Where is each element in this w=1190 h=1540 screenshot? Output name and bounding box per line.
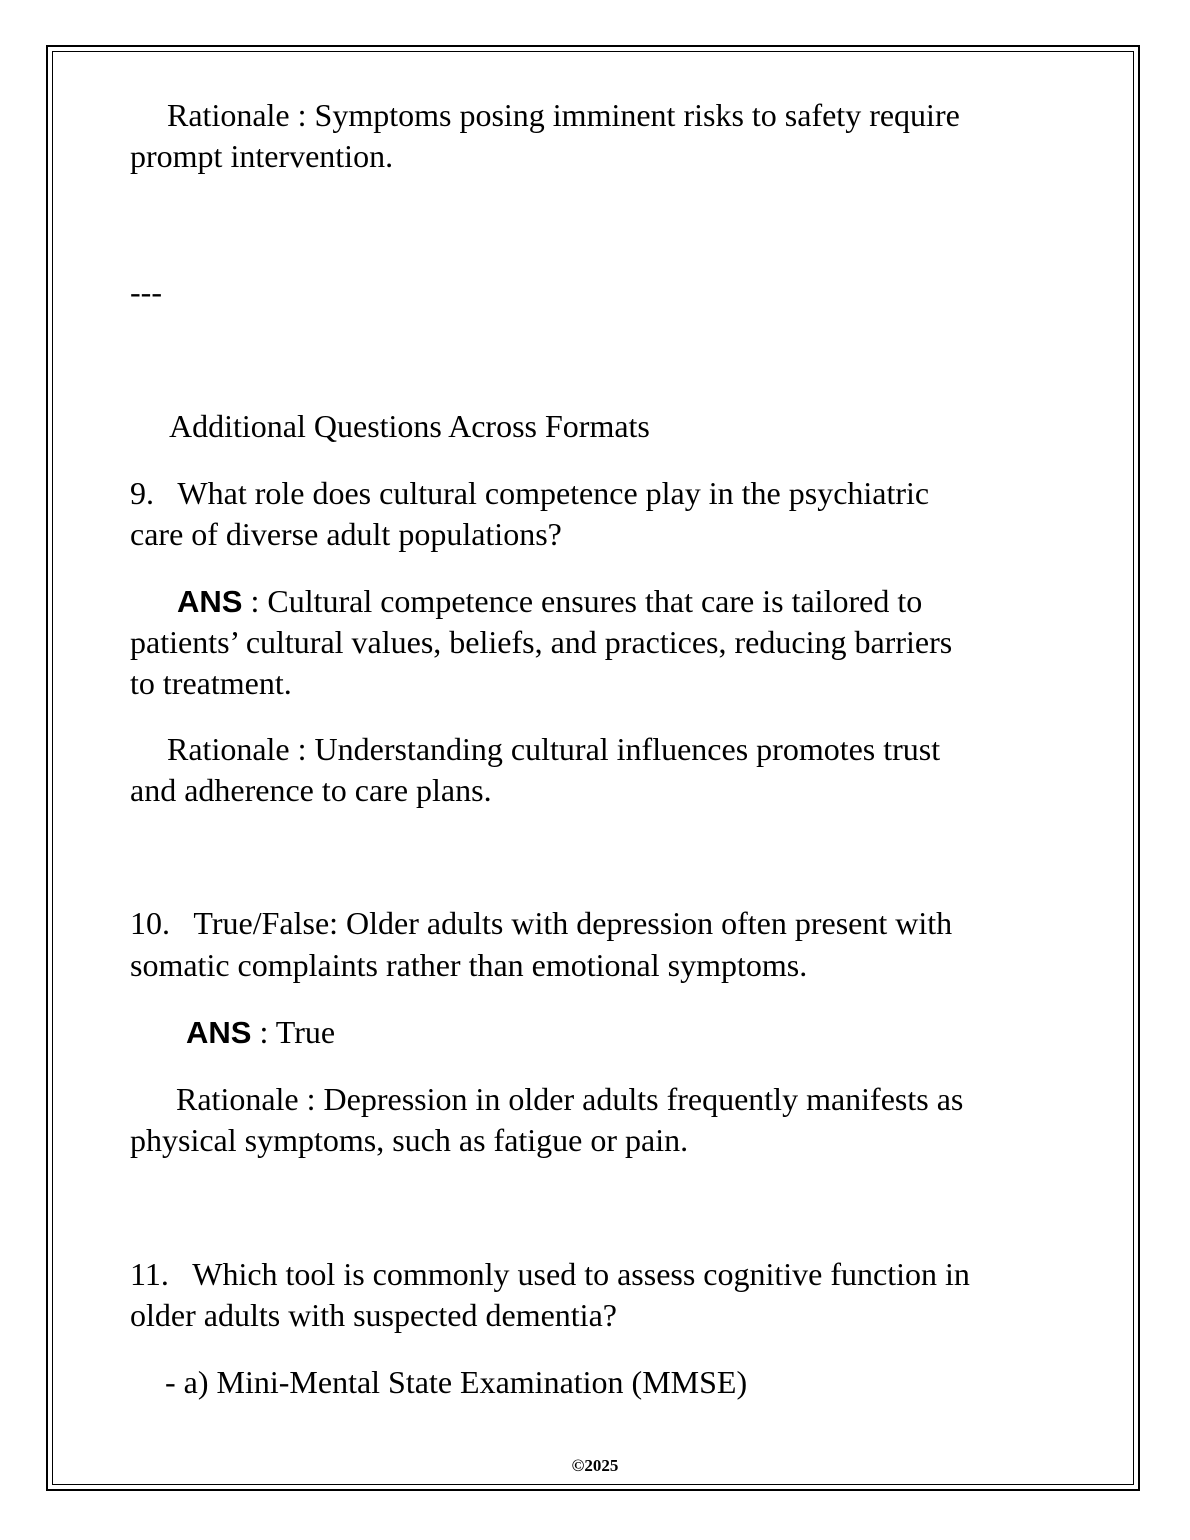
section-divider: --- — [130, 274, 162, 310]
q11-line2: older adults with suspected dementia? — [130, 1297, 617, 1333]
q10-ans-text: : True — [251, 1014, 336, 1050]
q10-line2: somatic complaints rather than emotional symptoms. — [130, 947, 808, 983]
rationale-prev-line2: prompt intervention. — [130, 138, 394, 174]
q11-option-a: - a) Mini-Mental State Examination (MMSE) — [165, 1364, 748, 1400]
q9-line2: care of diverse adult populations? — [130, 516, 562, 552]
q9-answer-line2: patients’ cultural values, beliefs, and practices, reducing barriers — [130, 624, 953, 660]
q10-rationale-line1: Rationale : Depression in older adults frequently manifests as — [176, 1081, 964, 1117]
section-heading: Additional Questions Across Formats — [169, 408, 650, 444]
q9-line1: 9. What role does cultural competence play in the psychiatric — [130, 475, 930, 511]
q9-rationale-line2: and adherence to care plans. — [130, 772, 492, 808]
q10-line1: 10. True/False: Older adults with depression often present with — [130, 905, 953, 941]
q11-line1: 11. Which tool is commonly used to assess cognitive function in — [130, 1256, 970, 1292]
q10-answer — [186, 1012, 335, 1053]
q10-ans-label: ANS — [186, 1015, 252, 1050]
q9-answer-line3: to treatment. — [130, 665, 292, 701]
copyright-footer: ©2025 — [571, 1456, 619, 1475]
q10-rationale-line2: physical symptoms, such as fatigue or pain. — [130, 1122, 689, 1158]
q9-rationale-line1: Rationale : Understanding cultural influences promotes trust — [167, 731, 941, 767]
rationale-prev-line1: Rationale : Symptoms posing imminent risks to safety require — [167, 97, 960, 133]
q9-answer-line1 — [177, 581, 922, 622]
q9-ans-text: : Cultural competence ensures that care is tailored to — [242, 583, 923, 619]
q9-ans-label: ANS — [177, 584, 243, 619]
